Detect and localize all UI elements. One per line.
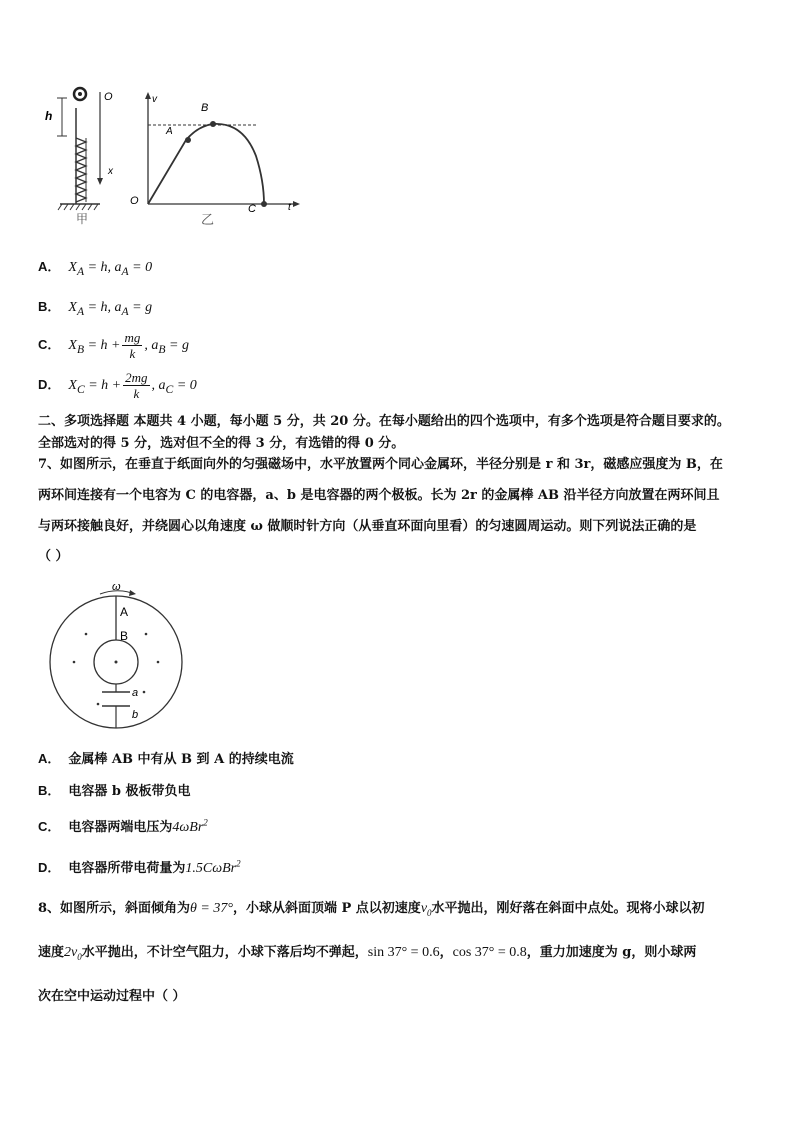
- label-h: h: [45, 109, 53, 123]
- q6-figure: [38, 86, 308, 226]
- label-rod-A: A: [120, 605, 129, 619]
- label-C: C: [248, 203, 256, 215]
- label-plate-b: b: [132, 709, 139, 721]
- section2-heading: 二、多项选择题 本题共 4 小题，每小题 5 分，共 20 分。在每小题给出的四个选项中，有多个选项是符合题目要求的。 全部选对的得 5 分，选对但不全的得 3 分，有选错的得 0 分。: [38, 414, 730, 451]
- q7-option-c[interactable]: C． 电容器两端电压为4ωBr$^2$: [38, 817, 208, 835]
- label-t-axis: t: [288, 202, 291, 213]
- q8-stem: [38, 900, 705, 1006]
- q6-option-c[interactable]: C． $X_B = h$ + $\frac{mg}{k}$ , $a_B = g$: [38, 330, 189, 361]
- q6-option-a[interactable]: A． $X_A = h$, $a_A = 0$: [38, 259, 153, 278]
- figure-jia: [45, 88, 114, 226]
- q7-option-b[interactable]: B． 电容器 b 极板带负电: [38, 783, 191, 799]
- label-v-axis: v: [152, 94, 157, 105]
- q8-line2: 速度$2v_0$水平抛出，不计空气阻力，小球下落后均不弹起，sin 37° = 0.6，cos 37° = 0.8，重力加速度为 g，则小球两: [38, 944, 697, 962]
- label-yi: 乙: [201, 212, 215, 226]
- label-x-left: x: [108, 166, 113, 177]
- q8-line3: 次在空中运动过程中（ ）: [38, 988, 186, 1004]
- q7-option-d[interactable]: D． 电容器所带电荷量为1.5CωBr$^2$: [38, 858, 241, 876]
- fraction-mg-k: $\frac{mg}{k}$: [124, 330, 141, 361]
- label-O-left: O: [104, 91, 113, 103]
- q7-figure: [48, 584, 188, 732]
- point-A: [185, 137, 191, 143]
- q8-line1: 8、如图所示，斜面倾角为θ = 37°，小球从斜面顶端 P 点以初速度$v_0$水平抛出，刚好落在斜面中点处。现将小球以初: [38, 901, 705, 918]
- q6-option-b[interactable]: B． $X_A = h$, $a_A = g$: [38, 299, 153, 318]
- point-B: [210, 121, 216, 127]
- label-O-right: O: [130, 195, 139, 207]
- label-omega: ω: [112, 584, 121, 593]
- point-C: [261, 201, 267, 207]
- label-plate-a: a: [132, 687, 139, 699]
- fraction-2mg-k: $\frac{2mg}{k}$: [125, 370, 148, 401]
- label-rod-B: B: [120, 629, 129, 643]
- q7-stem: 7、如图所示，在垂直于纸面向外的匀强磁场中，水平放置两个同心金属环，半径分别是 r 和 3r，磁感应强度为 B，在 两环间连接有一个电容为 C 的电容器，a、b 是电容器的两个极板。长为 2r 的金属棒 AB 沿半径方向放置在两环间且 与两环接触良好，并绕圆心以角速度 ω 做顺时针方向（从垂直环面向里看）的匀速圆周运动。则下列说法正确的是 （ ）: [38, 457, 723, 564]
- label-B: B: [201, 102, 209, 114]
- label-A: A: [166, 126, 173, 137]
- spring: [76, 138, 86, 202]
- figure-yi: [130, 92, 300, 226]
- q7-option-a[interactable]: A． 金属棒 AB 中有从 B 到 A 的持续电流: [38, 751, 294, 767]
- q6-option-d[interactable]: D． $X_C = h$ + $\frac{2mg}{k}$ , $a_C = 0$: [38, 370, 197, 401]
- label-jia: 甲: [76, 212, 89, 226]
